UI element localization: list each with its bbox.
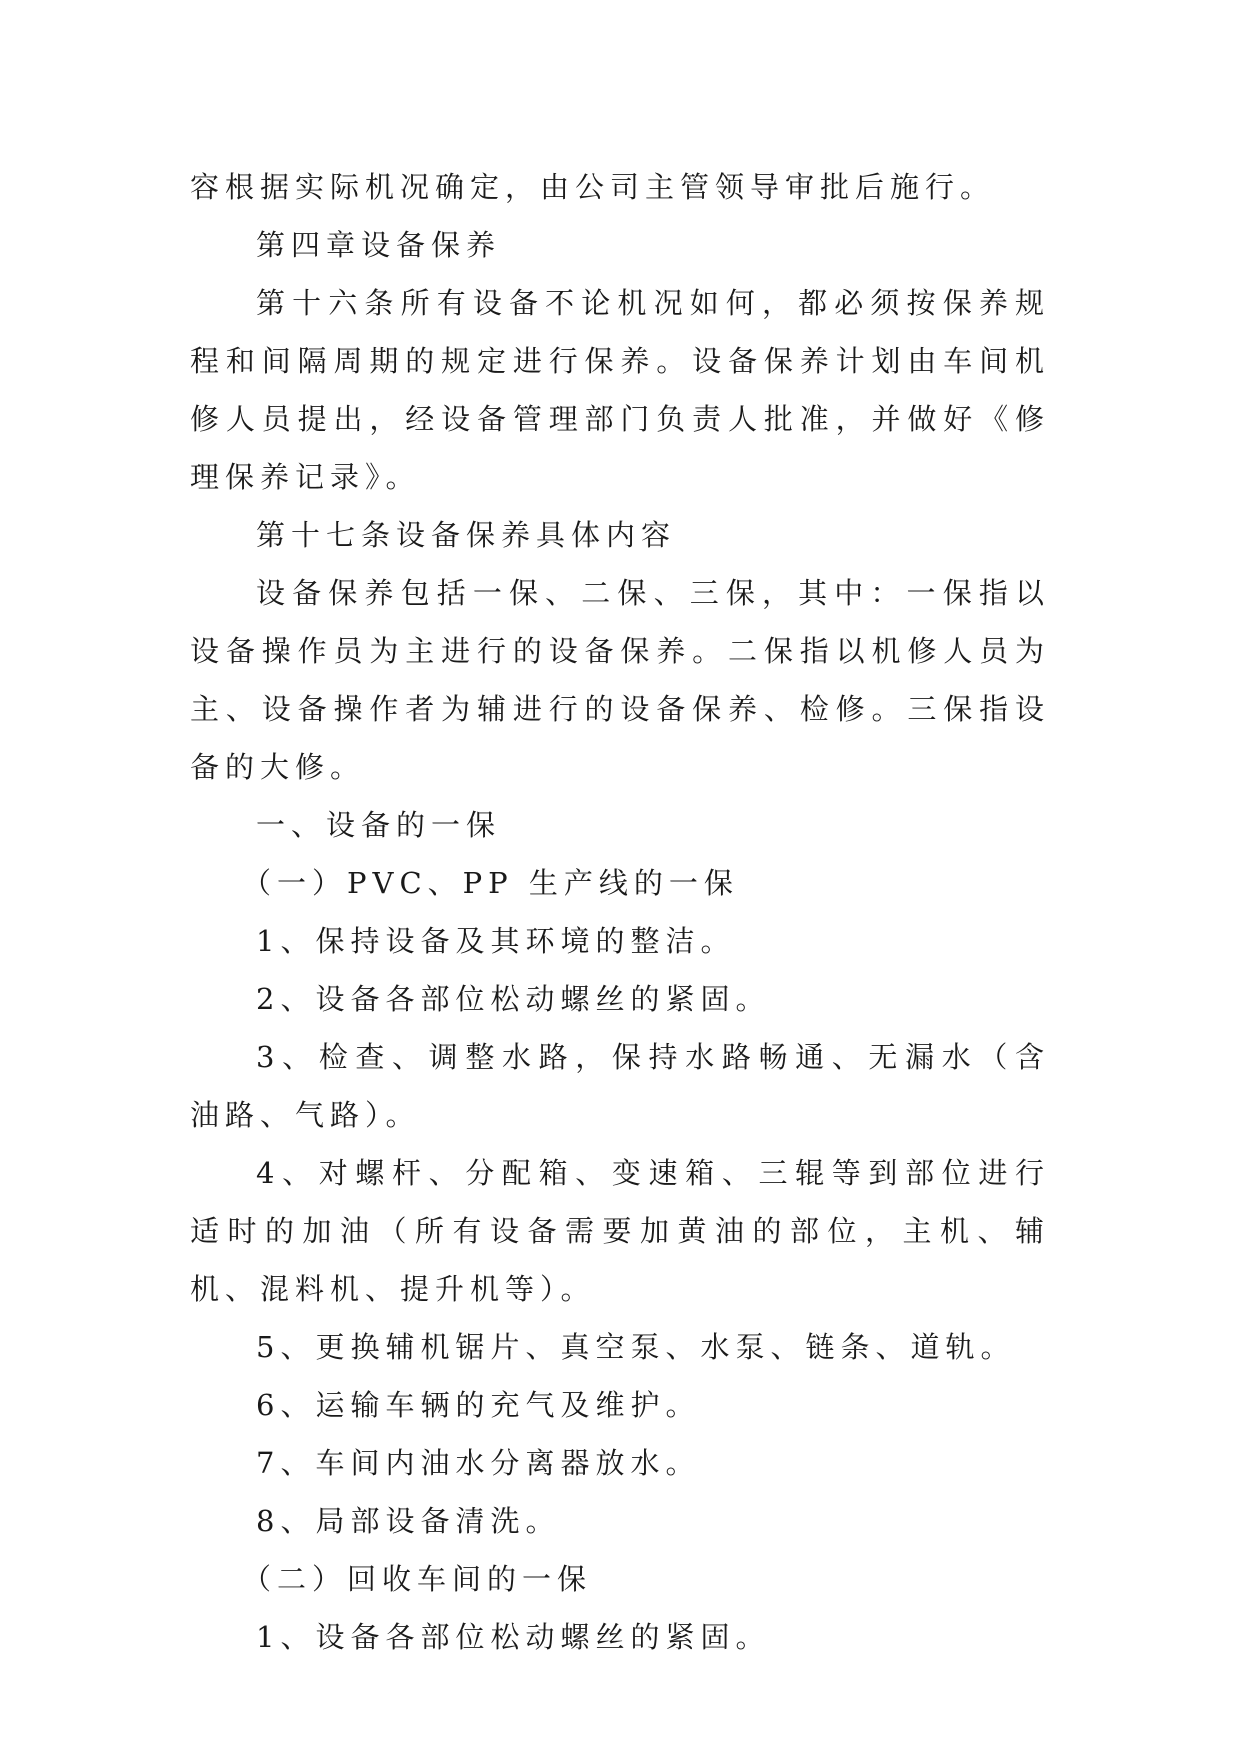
article-16-paragraph: 第十六条所有设备不论机况如何，都必须按保养规程和间隔周期的规定进行保养。设备保养计划由车间机修人员提出，经设备管理部门负责人批准，并做好《修理保养记录》。 [190, 286, 1050, 494]
list-item: 4、对螺杆、分配箱、变速箱、三辊等到部位进行适时的加油（所有设备需要加黄油的部位，主机、辅机、混料机、提升机等）。 [190, 1156, 1050, 1306]
subsection-heading-recycling: （二）回收车间的一保 [242, 1562, 593, 1596]
subsection-heading-pvc-pp: （一）PVC、PP 生产线的一保 [242, 866, 739, 900]
list-item: 6、运输车辆的充气及维护。 [256, 1388, 701, 1422]
list-item: 2、设备各部位松动螺丝的紧固。 [256, 982, 771, 1016]
list-item: 1、保持设备及其环境的整洁。 [256, 924, 736, 958]
chapter-heading: 第四章设备保养 [256, 228, 502, 262]
article-17-heading: 第十七条设备保养具体内容 [256, 518, 677, 552]
document-body [190, 158, 1050, 1666]
list-item: 1、设备各部位松动螺丝的紧固。 [256, 1620, 771, 1654]
list-item: 7、车间内油水分离器放水。 [256, 1446, 701, 1480]
list-item: 3、检查、调整水路，保持水路畅通、无漏水（含油路、气路）。 [190, 1040, 1050, 1132]
maintenance-levels-paragraph: 设备保养包括一保、二保、三保，其中：一保指以设备操作员为主进行的设备保养。二保指以机修人员为主、设备操作者为辅进行的设备保养、检修。三保指设备的大修。 [190, 576, 1050, 784]
paragraph-continuation: 容根据实际机况确定，由公司主管领导审批后施行。 [190, 170, 996, 204]
section-heading-first-level: 一、设备的一保 [256, 808, 502, 842]
list-item: 5、更换辅机锯片、真空泵、水泵、链条、道轨。 [256, 1330, 1016, 1364]
list-item: 8、局部设备清洗。 [256, 1504, 561, 1538]
